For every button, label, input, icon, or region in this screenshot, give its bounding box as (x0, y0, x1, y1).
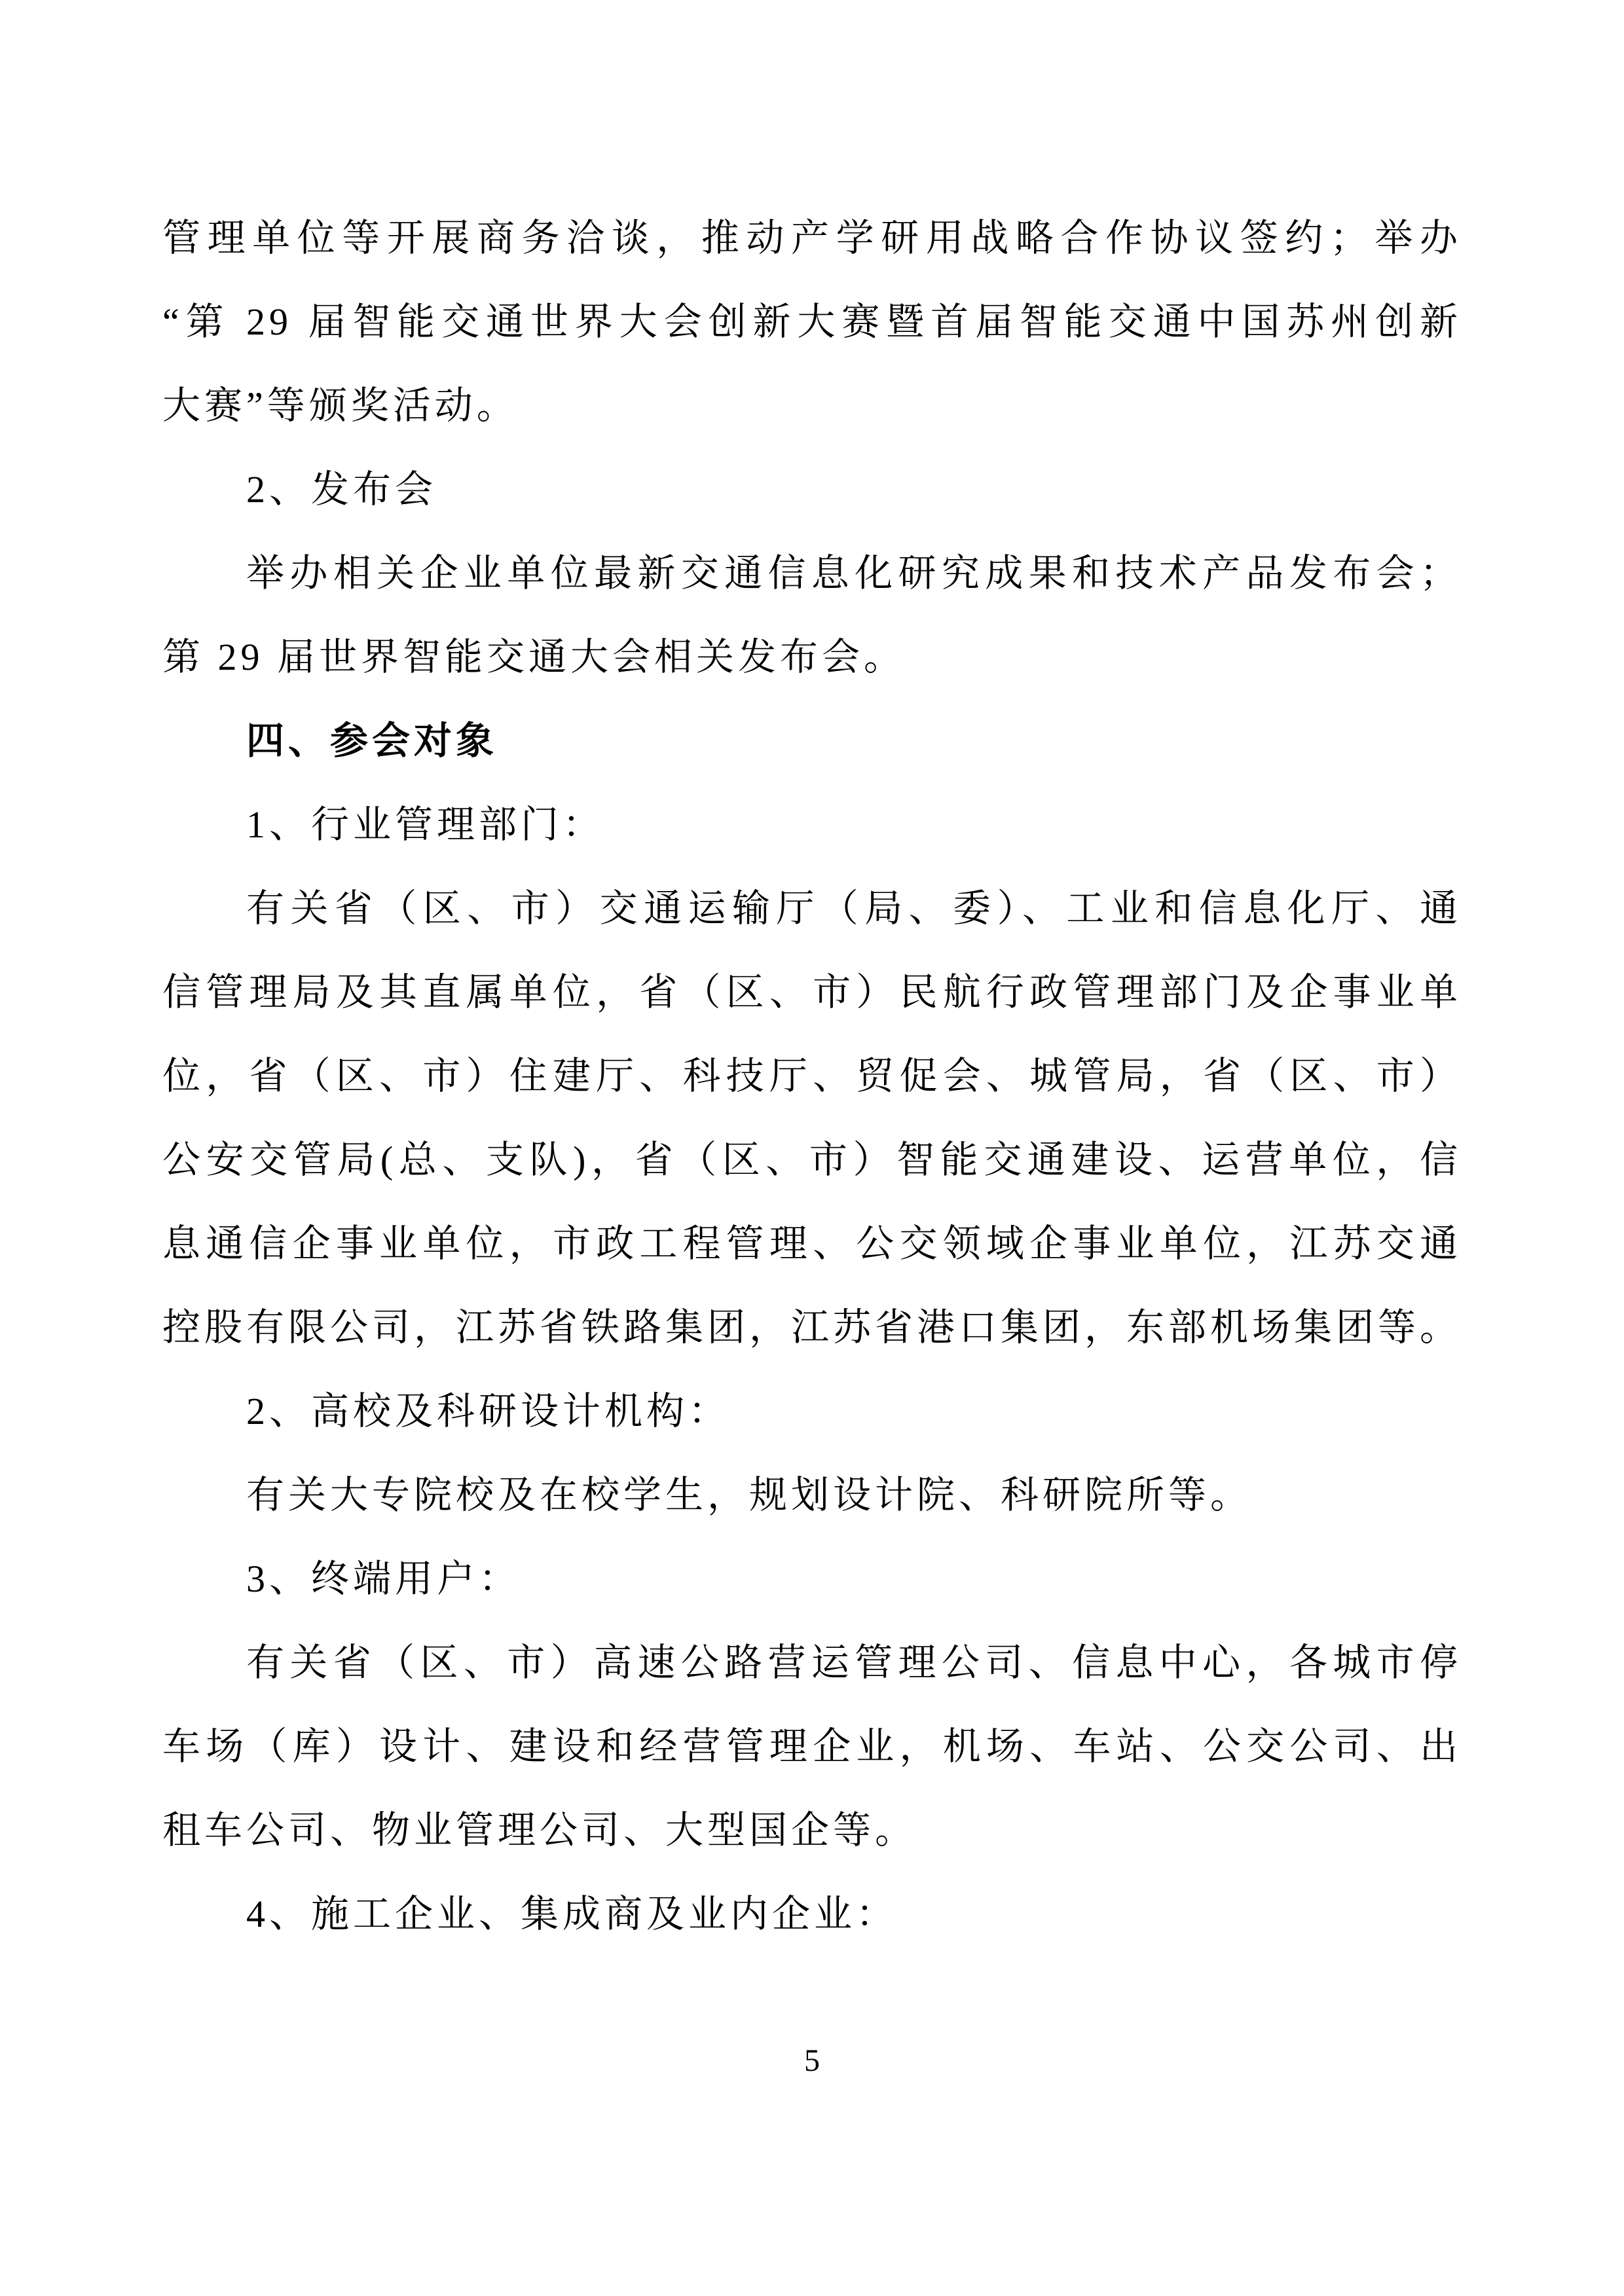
text-line: 有关省（区、市）交通运输厅（局、委）、工业和信息化厅、通 (246, 887, 1462, 930)
text-line: 车场（库）设计、建设和经营管理企业，机场、车站、公交公司、出 (162, 1725, 1462, 1768)
page-number: 5 (804, 2043, 820, 2078)
document-body (162, 196, 1462, 1956)
text-line: “第 29 届智能交通世界大会创新大赛暨首届智能交通中国苏州创新 (162, 301, 1462, 343)
text-line: 举办相关企业单位最新交通信息化研究成果和技术产品发布会； (246, 552, 1462, 594)
text-line: 息通信企事业单位，市政工程管理、公交领域企事业单位，江苏交通 (162, 1222, 1462, 1265)
text-line: 位，省（区、市）住建厅、科技厅、贸促会、城管局，省（区、市） (162, 1055, 1462, 1097)
text-line: 四、参会对象 (246, 720, 498, 762)
text-line: 第 29 届世界智能交通大会相关发布会。 (162, 636, 906, 678)
text-line: 公安交管局(总、支队)，省（区、市）智能交通建设、运营单位，信 (162, 1139, 1462, 1181)
text-line: 控股有限公司，江苏省铁路集团，江苏省港口集团，东部机场集团等。 (162, 1306, 1462, 1349)
text-line: 1、行业管理部门： (246, 803, 605, 846)
text-line: 信管理局及其直属单位，省（区、市）民航行政管理部门及企事业单 (162, 971, 1462, 1013)
text-line: 大赛”等颁奖活动。 (162, 384, 519, 427)
text-line: 2、高校及科研设计机构： (246, 1390, 731, 1432)
text-line: 3、终端用户： (246, 1558, 521, 1600)
text-line: 有关大专院校及在校学生，规划设计院、科研院所等。 (246, 1474, 1253, 1516)
text-line: 管理单位等开展商务洽谈，推动产学研用战略合作协议签约；举办 (162, 217, 1462, 259)
text-line: 4、施工企业、集成商及业内企业： (246, 1893, 898, 1935)
text-line: 2、发布会 (246, 468, 437, 511)
text-line: 租车公司、物业管理公司、大型国企等。 (162, 1809, 917, 1851)
text-line: 有关省（区、市）高速公路营运管理公司、信息中心，各城市停 (246, 1641, 1462, 1684)
